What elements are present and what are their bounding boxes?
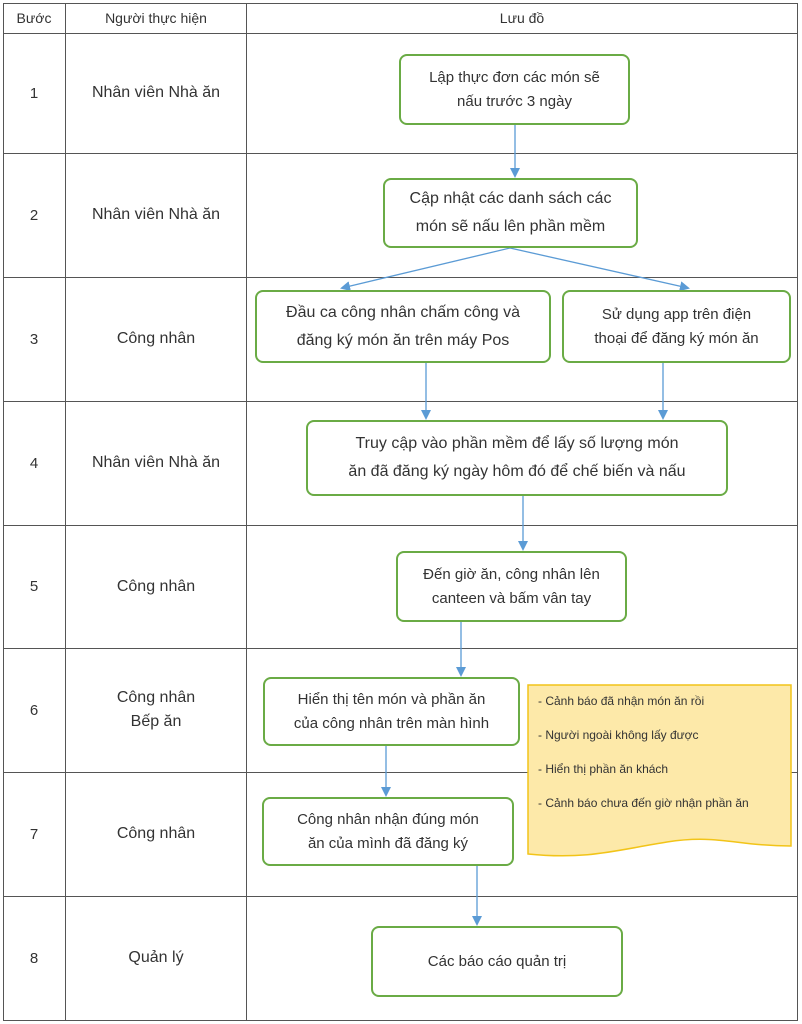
flow-box-text: nấu trước 3 ngày [457, 92, 572, 110]
flow-box-display-meal [263, 677, 520, 746]
flow-box-canteen-fingerprint [396, 551, 627, 622]
flow-box-update-list [383, 178, 638, 248]
actor-label: Quản lý [128, 949, 184, 966]
flow-box-app-register [562, 290, 791, 363]
note-item: - Người ngoài không lấy được [538, 728, 699, 742]
actor-label: Nhân viên Nhà ăn [91, 454, 221, 471]
arrow-connector [510, 248, 688, 288]
step-number: 1 [29, 84, 39, 102]
flow-box-text: đăng ký món ăn trên máy Pos [296, 331, 510, 349]
actor-label: Công nhân [116, 689, 196, 706]
actor-label: Công nhân [116, 330, 196, 347]
actor-label: Nhân viên Nhà ăn [91, 206, 221, 223]
actor-label: Bếp ăn [130, 713, 182, 730]
flow-box-text: Đến giờ ăn, công nhân lên [423, 565, 600, 583]
step-number: 8 [29, 949, 39, 967]
flow-box-access-software [306, 420, 728, 496]
flow-box-text: Công nhân nhận đúng món [297, 810, 479, 828]
note-item: - Cảnh báo đã nhận món ăn rồi [538, 694, 705, 708]
flow-box-text: Lập thực đơn các món sẽ [429, 68, 600, 86]
header-actor: Người thực hiện [105, 10, 207, 26]
actor-label: Nhân viên Nhà ăn [91, 84, 221, 101]
arrow-connector [342, 248, 510, 288]
flow-box-text: thoại để đăng ký món ăn [594, 329, 759, 347]
flow-box-reports [371, 926, 623, 997]
note-item: - Cảnh báo chưa đến giờ nhận phần ăn [538, 796, 749, 810]
flow-box-text: Cập nhật các danh sách các [409, 190, 612, 207]
flow-box-menu-plan [399, 54, 630, 125]
flow-box-text: Các báo cáo quản trị [427, 952, 567, 970]
step-number: 2 [29, 206, 39, 224]
flow-box-pos-register [255, 290, 551, 363]
step-number: 6 [29, 701, 39, 719]
step-number: 7 [29, 825, 39, 843]
flow-box-text: món sẽ nấu lên phần mềm [415, 218, 606, 235]
step-number: 4 [29, 454, 39, 472]
header-flow: Lưu đồ [499, 10, 545, 26]
flow-box-text: ăn đã đăng ký ngày hôm đó để chế biến và nấu [348, 463, 686, 480]
flow-box-text: Đầu ca công nhân chấm công và [286, 303, 520, 321]
flow-box-text: Truy cập vào phần mềm để lấy số lượng món [355, 435, 679, 452]
flow-box-receive-meal [262, 797, 514, 866]
flow-box-text: canteen và bấm vân tay [431, 589, 592, 607]
header-step: Bước [16, 10, 52, 26]
actor-label: Công nhân [116, 825, 196, 842]
document-note [538, 690, 788, 826]
flow-box-text: ăn của mình đã đăng ký [307, 834, 469, 852]
step-number: 5 [29, 578, 39, 595]
flow-box-text: Sử dụng app trên điện [601, 305, 752, 323]
actor-label: Công nhân [116, 577, 196, 595]
flow-box-text: Hiển thị tên món và phần ăn [297, 690, 486, 708]
step-number: 3 [29, 330, 39, 348]
flow-box-text: của công nhân trên màn hình [293, 714, 490, 732]
note-item: - Hiển thị phần ăn khách [538, 762, 669, 776]
